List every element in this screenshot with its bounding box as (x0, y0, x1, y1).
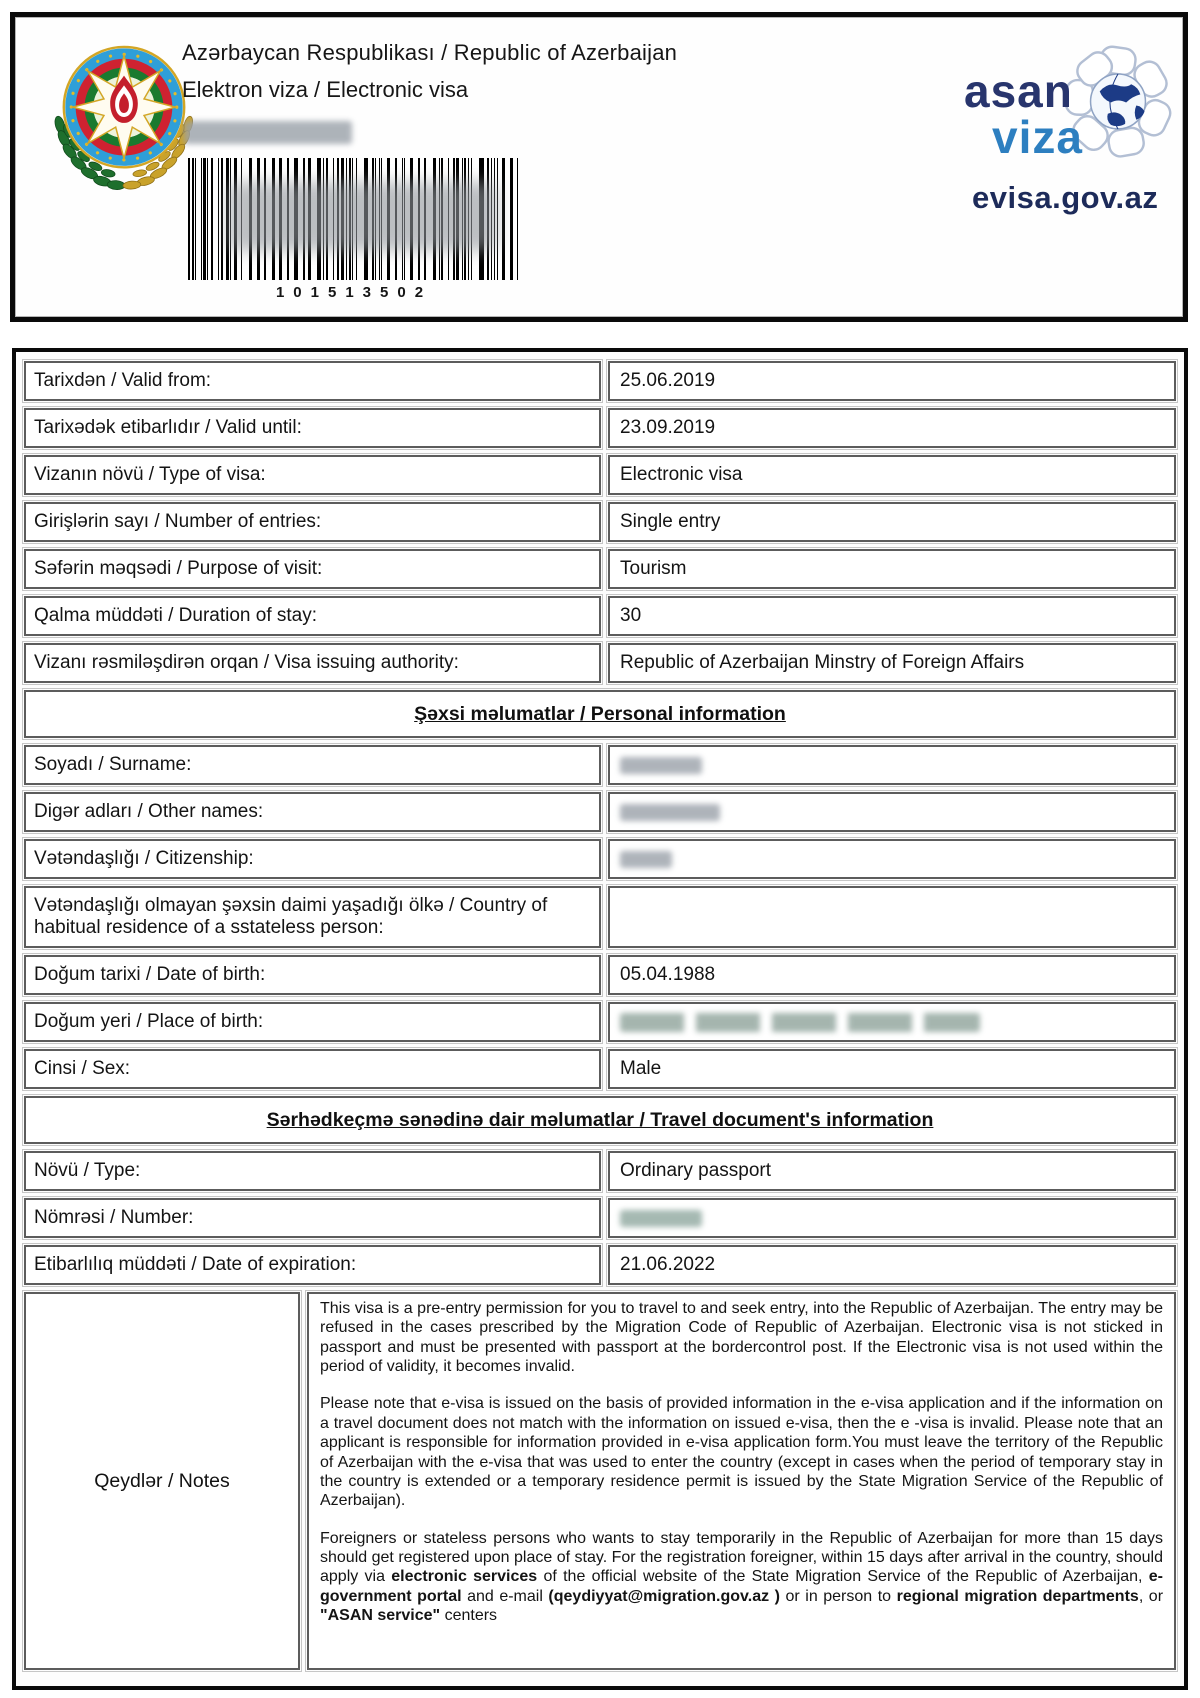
viza-wordmark: viza (992, 111, 1083, 163)
redacted-visa-number (184, 121, 352, 144)
header-titles (182, 40, 677, 103)
field-label: Tarixdən / Valid from: (24, 361, 601, 401)
field-row (24, 745, 1176, 785)
notes-text (307, 1292, 1176, 1670)
notes-paragraph: Foreigners or stateless persons who wants to stay temporarily in the Republic of Azerbaijan for more than 15 days should get registered upon place of stay. For the registration foreigner, within 15 days after arrival in the country, should apply via electronic services of the official website of the State Migration Service of the Republic of Azerbaijan, e-government portal and e-mail (qeydiyyat@migration.gov.az ) or in person to regional migration departments, or "ASAN service" centers (320, 1529, 1164, 1625)
document-title: Azərbaycan Respublikası / Republic of Azerbaijan (182, 40, 678, 65)
field-label: Qalma müddəti / Duration of stay: (24, 596, 601, 636)
field-value (608, 745, 1176, 785)
field-value (608, 1198, 1176, 1238)
field-row (24, 792, 1176, 832)
field-label: Digər adları / Other names: (24, 792, 601, 832)
field-value: Male (608, 1049, 1176, 1089)
field-label: Növü / Type: (24, 1151, 601, 1191)
field-label: Tarixədək etibarlıdır / Valid until: (24, 408, 601, 448)
evisa-url: evisa.gov.az (972, 180, 1159, 215)
field-row (24, 502, 1176, 542)
field-value (608, 886, 1176, 948)
field-row (24, 1198, 1176, 1238)
field-value: Republic of Azerbaijan Minstry of Foreign Affairs (608, 643, 1176, 683)
field-label: Girişlərin sayı / Number of entries: (24, 502, 601, 542)
field-value: 05.04.1988 (608, 955, 1176, 995)
asan-viza-logo (954, 34, 1179, 229)
field-value (608, 792, 1176, 832)
header-inner (15, 17, 1183, 317)
header-box (10, 12, 1188, 322)
section-header: Şəxsi məlumatlar / Personal information (24, 690, 1176, 738)
redacted-value (620, 804, 720, 821)
field-value: 21.06.2022 (608, 1245, 1176, 1285)
notes-row (24, 1292, 1176, 1670)
field-row (24, 455, 1176, 495)
field-label: Nömrəsi / Number: (24, 1198, 601, 1238)
field-row (24, 955, 1176, 995)
field-row (24, 361, 1176, 401)
section-row (24, 1096, 1176, 1144)
field-row (24, 1151, 1176, 1191)
notes-paragraph: This visa is a pre-entry permission for you to travel to and seek entry, into the Republic of Azerbaijan. The entry may be refused in the cases prescribed by the Migration Code of Republic of Azerbaijan. Electronic visa is not sticked in passport and must be presented with passport at the bordercontrol post. If the Electronic visa is not used within the period of validity, it becomes invalid. (320, 1300, 1163, 1376)
redacted-value (620, 851, 672, 868)
field-label: Doğum tarixi / Date of birth: (24, 955, 601, 995)
field-label: Vizanı rəsmiləşdirən orqan / Visa issuing authority: (24, 643, 601, 683)
redacted-value (620, 1013, 980, 1032)
field-row (24, 839, 1176, 879)
field-row (24, 886, 1176, 948)
field-row (24, 408, 1176, 448)
section-row (24, 690, 1176, 738)
redacted-value (620, 757, 702, 774)
barcode (188, 158, 520, 280)
field-label: Səfərin məqsədi / Purpose of visit: (24, 549, 601, 589)
redacted-value (620, 1210, 702, 1227)
document-subtitle: Elektron viza / Electronic visa (182, 77, 469, 102)
section-header: Sərhədkeçmə sənədinə dair məlumatlar / Travel document's information (24, 1096, 1176, 1144)
field-row (24, 596, 1176, 636)
field-row (24, 549, 1176, 589)
field-value: 25.06.2019 (608, 361, 1176, 401)
field-value (608, 1002, 1176, 1042)
field-value: Tourism (608, 549, 1176, 589)
azerbaijan-coat-of-arms-icon (50, 36, 198, 199)
field-row (24, 643, 1176, 683)
visa-table (12, 348, 1188, 1690)
field-value: Ordinary passport (608, 1151, 1176, 1191)
field-label: Etibarlılıq müddəti / Date of expiration: (24, 1245, 601, 1285)
field-label: Doğum yeri / Place of birth: (24, 1002, 601, 1042)
field-label: Soyadı / Surname: (24, 745, 601, 785)
field-label: Vizanın növü / Type of visa: (24, 455, 601, 495)
notes-paragraph: Please note that e-visa is issued on the basis of provided information in the e-visa application and if the information on a travel document does not match with the information on issued e-visa, then the e -visa is invalid. Please note that an applicant is responsible for information provided in e-visa application form.You must leave the territory of the Republic of Azerbaijan with the e-visa that was used to enter the country (except in cases when the period of temporary stay in the country is extended or a temporary residence permit is issued by the State Migration Service of the Republic of Azerbaijan). (320, 1395, 1163, 1510)
field-row (24, 1002, 1176, 1042)
field-value: 30 (608, 596, 1176, 636)
barcode-redaction-smudge (228, 182, 497, 250)
field-label: Vətəndaşlığı / Citizenship: (24, 839, 601, 879)
field-value (608, 839, 1176, 879)
asan-wordmark: asan (964, 65, 1073, 117)
field-label: Cinsi / Sex: (24, 1049, 601, 1089)
field-row (24, 1245, 1176, 1285)
field-value: Electronic visa (608, 455, 1176, 495)
field-value: 23.09.2019 (608, 408, 1176, 448)
field-row (24, 1049, 1176, 1089)
field-value: Single entry (608, 502, 1176, 542)
barcode-number: 101513502 (275, 284, 433, 301)
field-label: Vətəndaşlığı olmayan şəxsin daimi yaşadığı ölkə / Country of habitual residence of a sstateless person: (24, 886, 601, 948)
notes-label: Qeydlər / Notes (24, 1292, 300, 1670)
